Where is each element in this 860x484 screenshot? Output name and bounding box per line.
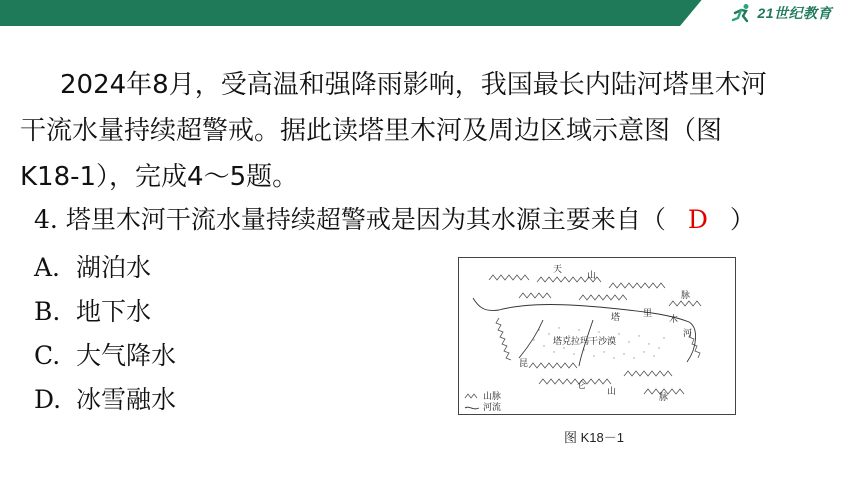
map-label-li: 里	[643, 309, 653, 319]
kunlun-range	[496, 318, 700, 394]
map-graphic	[459, 258, 735, 414]
option-letter: D.	[34, 385, 62, 414]
option-b[interactable]	[34, 290, 434, 334]
map-label-he: 河	[683, 329, 693, 339]
passage-line-1: 2024年8月，受高温和强降雨影响，我国最长内陆河塔里木河	[60, 70, 767, 100]
logo-text: 21世纪教育	[757, 5, 832, 21]
question-number: 4.	[34, 205, 58, 234]
answer-text: D	[687, 205, 708, 234]
figure-caption: 图 K18－1	[564, 430, 624, 445]
map-label-tian: 天	[553, 265, 563, 275]
map-label-ta: 塔	[611, 313, 621, 323]
map-label-mu: 木	[669, 315, 679, 325]
option-d[interactable]	[34, 378, 434, 422]
map-label-shan1: 山	[587, 271, 597, 281]
map-label-kun: 昆	[519, 359, 529, 369]
option-a[interactable]	[34, 246, 434, 290]
site-logo[interactable]	[731, 2, 832, 24]
option-text: 大气降水	[76, 341, 177, 370]
option-text: 地下水	[76, 297, 152, 326]
map-label-desert: 塔克拉玛干沙漠	[553, 337, 617, 347]
passage-line-3: K18-1），完成4～5题。	[20, 162, 299, 192]
river-legend-icon	[465, 407, 479, 409]
passage	[20, 62, 840, 200]
mountain-legend-icon	[465, 394, 477, 398]
options-list	[34, 246, 434, 422]
question-close: ）	[729, 205, 755, 234]
runner-logo-icon	[731, 3, 753, 23]
option-c[interactable]	[34, 334, 434, 378]
legend-river: 河流	[483, 403, 502, 413]
option-letter: A.	[34, 253, 61, 282]
question-4	[34, 200, 854, 240]
option-text: 湖泊水	[76, 253, 152, 282]
option-letter: B.	[34, 297, 61, 326]
rivers	[473, 298, 696, 366]
map-label-mai2: 脉	[659, 393, 669, 403]
map-label-mai1: 脉	[681, 291, 691, 301]
tarim-river-map	[458, 257, 736, 415]
question-stem: 塔里木河干流水量持续超警戒是因为其水源主要来自（	[65, 205, 666, 234]
passage-line-2: 干流水量持续超警戒。据此读塔里木河及周边区域示意图（图	[20, 116, 723, 146]
legend-mountain: 山脉	[483, 392, 502, 402]
option-letter: C.	[34, 341, 61, 370]
map-label-lun: 仑	[577, 381, 587, 391]
map-legend	[465, 390, 501, 413]
map-label-shan2: 山	[607, 387, 617, 397]
option-text: 冰雪融水	[76, 385, 177, 414]
